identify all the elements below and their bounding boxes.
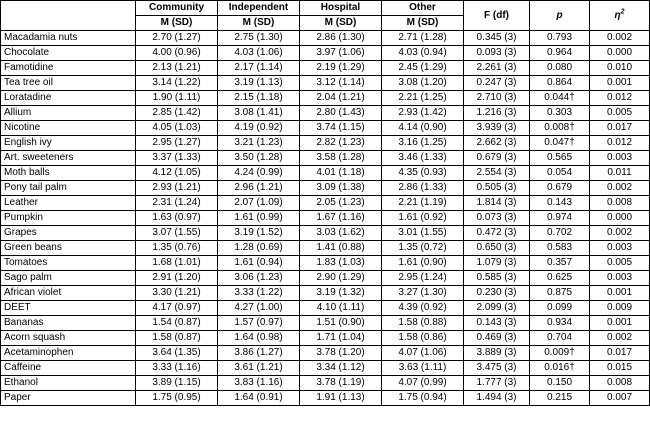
- cell-other: 4.03 (0.94): [382, 46, 464, 61]
- cell-other: 3.16 (1.25): [382, 136, 464, 151]
- cell-community: 1.58 (0.87): [136, 331, 218, 346]
- cell-independent: 3.86 (1.27): [218, 346, 300, 361]
- cell-other: 4.14 (0.90): [382, 121, 464, 136]
- cell-f-df: 2.099 (3): [464, 301, 530, 316]
- cell-community: 2.85 (1.42): [136, 106, 218, 121]
- cell-item: Famotidine: [1, 61, 136, 76]
- cell-eta-squared: 0.012: [590, 91, 650, 106]
- cell-eta-squared: 0.008: [590, 196, 650, 211]
- cell-item: English ivy: [1, 136, 136, 151]
- cell-eta-squared: 0.005: [590, 106, 650, 121]
- cell-f-df: 0.093 (3): [464, 46, 530, 61]
- cell-hospital: 2.86 (1.30): [300, 31, 382, 46]
- cell-independent: 1.61 (0.99): [218, 211, 300, 226]
- table-row: [1, 226, 650, 241]
- table-row: [1, 91, 650, 106]
- table-row: [1, 361, 650, 376]
- cell-hospital: 1.41 (0.88): [300, 241, 382, 256]
- cell-p: 0.704: [530, 331, 590, 346]
- cell-independent: 4.27 (1.00): [218, 301, 300, 316]
- cell-p: 0.934: [530, 316, 590, 331]
- cell-hospital: 3.12 (1.14): [300, 76, 382, 91]
- cell-community: 2.95 (1.27): [136, 136, 218, 151]
- cell-independent: 2.07 (1.09): [218, 196, 300, 211]
- cell-f-df: 2.710 (3): [464, 91, 530, 106]
- cell-eta-squared: 0.010: [590, 61, 650, 76]
- cell-other: 3.63 (1.11): [382, 361, 464, 376]
- cell-independent: 2.17 (1.14): [218, 61, 300, 76]
- cell-independent: 3.50 (1.28): [218, 151, 300, 166]
- table-row: [1, 286, 650, 301]
- header-eta-sup: 2: [620, 8, 625, 16]
- cell-hospital: 1.71 (1.04): [300, 331, 382, 346]
- cell-item: Tomatoes: [1, 256, 136, 271]
- cell-p: 0.679: [530, 181, 590, 196]
- header-p-text: p: [556, 9, 563, 21]
- cell-eta-squared: 0.003: [590, 241, 650, 256]
- cell-f-df: 0.073 (3): [464, 211, 530, 226]
- cell-other: 2.71 (1.28): [382, 31, 464, 46]
- cell-independent: 4.24 (0.99): [218, 166, 300, 181]
- cell-eta-squared: 0.001: [590, 316, 650, 331]
- cell-community: 3.89 (1.15): [136, 376, 218, 391]
- cell-independent: 2.75 (1.30): [218, 31, 300, 46]
- table-row: [1, 46, 650, 61]
- cell-community: 4.00 (0.96): [136, 46, 218, 61]
- cell-p: 0.303: [530, 106, 590, 121]
- cell-item: Caffeine: [1, 361, 136, 376]
- cell-item: Green beans: [1, 241, 136, 256]
- cell-eta-squared: 0.005: [590, 256, 650, 271]
- table-row: [1, 271, 650, 286]
- cell-hospital: 2.90 (1.29): [300, 271, 382, 286]
- table-row: [1, 151, 650, 166]
- cell-hospital: 1.91 (1.13): [300, 391, 382, 406]
- cell-f-df: 0.650 (3): [464, 241, 530, 256]
- table-row: [1, 376, 650, 391]
- cell-hospital: 3.34 (1.12): [300, 361, 382, 376]
- cell-item: Macadamia nuts: [1, 31, 136, 46]
- cell-item: Grapes: [1, 226, 136, 241]
- cell-community: 3.07 (1.55): [136, 226, 218, 241]
- cell-eta-squared: 0.002: [590, 31, 650, 46]
- cell-independent: 3.61 (1.21): [218, 361, 300, 376]
- table-row: [1, 136, 650, 151]
- cell-hospital: 1.67 (1.16): [300, 211, 382, 226]
- cell-eta-squared: 0.008: [590, 376, 650, 391]
- cell-community: 2.93 (1.21): [136, 181, 218, 196]
- cell-item: Art. sweeteners: [1, 151, 136, 166]
- cell-item: Pumpkin: [1, 211, 136, 226]
- subheader-hospital: M (SD): [300, 16, 382, 31]
- table-row: [1, 76, 650, 91]
- cell-eta-squared: 0.011: [590, 166, 650, 181]
- table-body: [1, 31, 650, 406]
- cell-hospital: 2.05 (1.23): [300, 196, 382, 211]
- cell-other: 4.07 (1.06): [382, 346, 464, 361]
- cell-other: 2.86 (1.33): [382, 181, 464, 196]
- cell-item: Loratadine: [1, 91, 136, 106]
- cell-other: 1.61 (0.92): [382, 211, 464, 226]
- cell-f-df: 0.472 (3): [464, 226, 530, 241]
- cell-community: 2.13 (1.21): [136, 61, 218, 76]
- cell-item: Ethanol: [1, 376, 136, 391]
- header-p: [530, 1, 590, 31]
- cell-hospital: 3.78 (1.19): [300, 376, 382, 391]
- cell-hospital: 2.82 (1.23): [300, 136, 382, 151]
- cell-f-df: 1.494 (3): [464, 391, 530, 406]
- cell-p: 0.864: [530, 76, 590, 91]
- cell-hospital: 3.58 (1.28): [300, 151, 382, 166]
- cell-p: 0.009†: [530, 346, 590, 361]
- cell-p: 0.054: [530, 166, 590, 181]
- cell-community: 3.33 (1.16): [136, 361, 218, 376]
- cell-p: 0.008†: [530, 121, 590, 136]
- cell-community: 1.63 (0.97): [136, 211, 218, 226]
- cell-eta-squared: 0.015: [590, 361, 650, 376]
- table-row: [1, 181, 650, 196]
- subheader-community: M (SD): [136, 16, 218, 31]
- cell-p: 0.583: [530, 241, 590, 256]
- cell-f-df: 2.554 (3): [464, 166, 530, 181]
- cell-hospital: 3.19 (1.32): [300, 286, 382, 301]
- header-other: Other: [382, 1, 464, 16]
- header-eta-base: η: [614, 9, 621, 21]
- header-row-groups: [1, 1, 650, 16]
- cell-independent: 3.33 (1.22): [218, 286, 300, 301]
- cell-other: 4.35 (0.93): [382, 166, 464, 181]
- cell-hospital: 2.80 (1.43): [300, 106, 382, 121]
- cell-p: 0.964: [530, 46, 590, 61]
- cell-hospital: 2.04 (1.21): [300, 91, 382, 106]
- cell-community: 4.17 (0.97): [136, 301, 218, 316]
- table-row: [1, 241, 650, 256]
- cell-eta-squared: 0.000: [590, 46, 650, 61]
- header-item-blank: [1, 1, 136, 31]
- cell-item: Sago palm: [1, 271, 136, 286]
- cell-p: 0.016†: [530, 361, 590, 376]
- cell-independent: 3.06 (1.23): [218, 271, 300, 286]
- cell-other: 2.45 (1.29): [382, 61, 464, 76]
- cell-eta-squared: 0.002: [590, 226, 650, 241]
- cell-other: 3.01 (1.55): [382, 226, 464, 241]
- header-eta-squared: [590, 1, 650, 31]
- cell-hospital: 3.97 (1.06): [300, 46, 382, 61]
- cell-independent: 1.64 (0.98): [218, 331, 300, 346]
- cell-independent: 1.61 (0.94): [218, 256, 300, 271]
- table-row: [1, 391, 650, 406]
- cell-hospital: 3.74 (1.15): [300, 121, 382, 136]
- cell-eta-squared: 0.017: [590, 346, 650, 361]
- table-row: [1, 331, 650, 346]
- cell-f-df: 1.777 (3): [464, 376, 530, 391]
- cell-p: 0.875: [530, 286, 590, 301]
- table-row: [1, 61, 650, 76]
- cell-community: 2.31 (1.24): [136, 196, 218, 211]
- cell-independent: 2.15 (1.18): [218, 91, 300, 106]
- cell-hospital: 3.03 (1.62): [300, 226, 382, 241]
- cell-community: 1.68 (1.01): [136, 256, 218, 271]
- header-community: Community: [136, 1, 218, 16]
- cell-eta-squared: 0.003: [590, 271, 650, 286]
- cell-other: 4.39 (0.92): [382, 301, 464, 316]
- cell-community: 3.37 (1.33): [136, 151, 218, 166]
- cell-other: 2.95 (1.24): [382, 271, 464, 286]
- cell-eta-squared: 0.002: [590, 331, 650, 346]
- cell-item: Acorn squash: [1, 331, 136, 346]
- cell-independent: 4.19 (0.92): [218, 121, 300, 136]
- cell-eta-squared: 0.002: [590, 181, 650, 196]
- cell-community: 1.90 (1.11): [136, 91, 218, 106]
- cell-item: Bananas: [1, 316, 136, 331]
- cell-independent: 1.57 (0.97): [218, 316, 300, 331]
- cell-f-df: 3.475 (3): [464, 361, 530, 376]
- cell-hospital: 1.51 (0.90): [300, 316, 382, 331]
- cell-other: 1.58 (0.86): [382, 331, 464, 346]
- cell-other: 3.27 (1.30): [382, 286, 464, 301]
- cell-community: 3.30 (1.21): [136, 286, 218, 301]
- cell-other: 1.35 (0.72): [382, 241, 464, 256]
- cell-other: 1.61 (0.90): [382, 256, 464, 271]
- cell-f-df: 0.505 (3): [464, 181, 530, 196]
- cell-independent: 4.03 (1.06): [218, 46, 300, 61]
- cell-community: 3.14 (1.22): [136, 76, 218, 91]
- subheader-other: M (SD): [382, 16, 464, 31]
- cell-f-df: 1.079 (3): [464, 256, 530, 271]
- header-f-df: F (df): [464, 1, 530, 31]
- cell-f-df: 0.247 (3): [464, 76, 530, 91]
- cell-eta-squared: 0.017: [590, 121, 650, 136]
- cell-item: Pony tail palm: [1, 181, 136, 196]
- cell-item: DEET: [1, 301, 136, 316]
- cell-eta-squared: 0.003: [590, 151, 650, 166]
- cell-p: 0.793: [530, 31, 590, 46]
- cell-p: 0.357: [530, 256, 590, 271]
- cell-independent: 3.21 (1.23): [218, 136, 300, 151]
- cell-other: 1.58 (0.88): [382, 316, 464, 331]
- cell-hospital: 3.09 (1.38): [300, 181, 382, 196]
- cell-p: 0.080: [530, 61, 590, 76]
- cell-community: 2.91 (1.20): [136, 271, 218, 286]
- cell-independent: 3.19 (1.13): [218, 76, 300, 91]
- cell-p: 0.143: [530, 196, 590, 211]
- cell-f-df: 0.230 (3): [464, 286, 530, 301]
- cell-p: 0.625: [530, 271, 590, 286]
- cell-item: Acetaminophen: [1, 346, 136, 361]
- cell-other: 2.21 (1.19): [382, 196, 464, 211]
- cell-other: 2.93 (1.42): [382, 106, 464, 121]
- cell-eta-squared: 0.001: [590, 76, 650, 91]
- cell-f-df: 2.662 (3): [464, 136, 530, 151]
- cell-hospital: 4.01 (1.18): [300, 166, 382, 181]
- cell-independent: 2.96 (1.21): [218, 181, 300, 196]
- cell-hospital: 4.10 (1.11): [300, 301, 382, 316]
- cell-independent: 3.83 (1.16): [218, 376, 300, 391]
- header-eta-text: [614, 10, 624, 21]
- cell-independent: 1.28 (0.69): [218, 241, 300, 256]
- cell-item: Chocolate: [1, 46, 136, 61]
- cell-f-df: 3.889 (3): [464, 346, 530, 361]
- cell-independent: 3.08 (1.41): [218, 106, 300, 121]
- cell-f-df: 2.261 (3): [464, 61, 530, 76]
- cell-item: Tea tree oil: [1, 76, 136, 91]
- cell-other: 1.75 (0.94): [382, 391, 464, 406]
- cell-f-df: 0.585 (3): [464, 271, 530, 286]
- cell-item: African violet: [1, 286, 136, 301]
- cell-p: 0.044†: [530, 91, 590, 106]
- cell-community: 4.12 (1.05): [136, 166, 218, 181]
- cell-item: Paper: [1, 391, 136, 406]
- cell-community: 3.64 (1.35): [136, 346, 218, 361]
- header-independent: Independent: [218, 1, 300, 16]
- cell-community: 1.54 (0.87): [136, 316, 218, 331]
- table-row: [1, 121, 650, 136]
- cell-eta-squared: 0.000: [590, 211, 650, 226]
- cell-independent: 1.64 (0.91): [218, 391, 300, 406]
- cell-f-df: 1.216 (3): [464, 106, 530, 121]
- cell-other: 3.46 (1.33): [382, 151, 464, 166]
- cell-community: 1.75 (0.95): [136, 391, 218, 406]
- cell-community: 2.70 (1.27): [136, 31, 218, 46]
- cell-hospital: 2.19 (1.29): [300, 61, 382, 76]
- cell-p: 0.099: [530, 301, 590, 316]
- cell-item: Moth balls: [1, 166, 136, 181]
- cell-f-df: 3.939 (3): [464, 121, 530, 136]
- cell-item: Leather: [1, 196, 136, 211]
- cell-p: 0.150: [530, 376, 590, 391]
- table-row: [1, 301, 650, 316]
- table-row: [1, 256, 650, 271]
- subheader-independent: M (SD): [218, 16, 300, 31]
- cell-eta-squared: 0.012: [590, 136, 650, 151]
- table-row: [1, 196, 650, 211]
- cell-eta-squared: 0.001: [590, 286, 650, 301]
- table-header: [1, 1, 650, 31]
- cell-f-df: 0.345 (3): [464, 31, 530, 46]
- table-row: [1, 211, 650, 226]
- cell-f-df: 0.143 (3): [464, 316, 530, 331]
- cell-community: 1.35 (0.76): [136, 241, 218, 256]
- cell-community: 4.05 (1.03): [136, 121, 218, 136]
- table-row: [1, 31, 650, 46]
- table-row: [1, 346, 650, 361]
- header-hospital: Hospital: [300, 1, 382, 16]
- table-row: [1, 106, 650, 121]
- cell-independent: 3.19 (1.52): [218, 226, 300, 241]
- cell-eta-squared: 0.009: [590, 301, 650, 316]
- cell-item: Allium: [1, 106, 136, 121]
- cell-hospital: 3.78 (1.20): [300, 346, 382, 361]
- cell-item: Nicotine: [1, 121, 136, 136]
- table-row: [1, 166, 650, 181]
- cell-p: 0.047†: [530, 136, 590, 151]
- cell-p: 0.702: [530, 226, 590, 241]
- cell-p: 0.974: [530, 211, 590, 226]
- cell-eta-squared: 0.007: [590, 391, 650, 406]
- cell-hospital: 1.83 (1.03): [300, 256, 382, 271]
- cell-other: 2.21 (1.25): [382, 91, 464, 106]
- cell-other: 4.07 (0.99): [382, 376, 464, 391]
- cell-f-df: 0.679 (3): [464, 151, 530, 166]
- cell-p: 0.565: [530, 151, 590, 166]
- cell-other: 3.08 (1.20): [382, 76, 464, 91]
- table-row: [1, 316, 650, 331]
- cell-f-df: 1.814 (3): [464, 196, 530, 211]
- cell-p: 0.215: [530, 391, 590, 406]
- cell-f-df: 0.469 (3): [464, 331, 530, 346]
